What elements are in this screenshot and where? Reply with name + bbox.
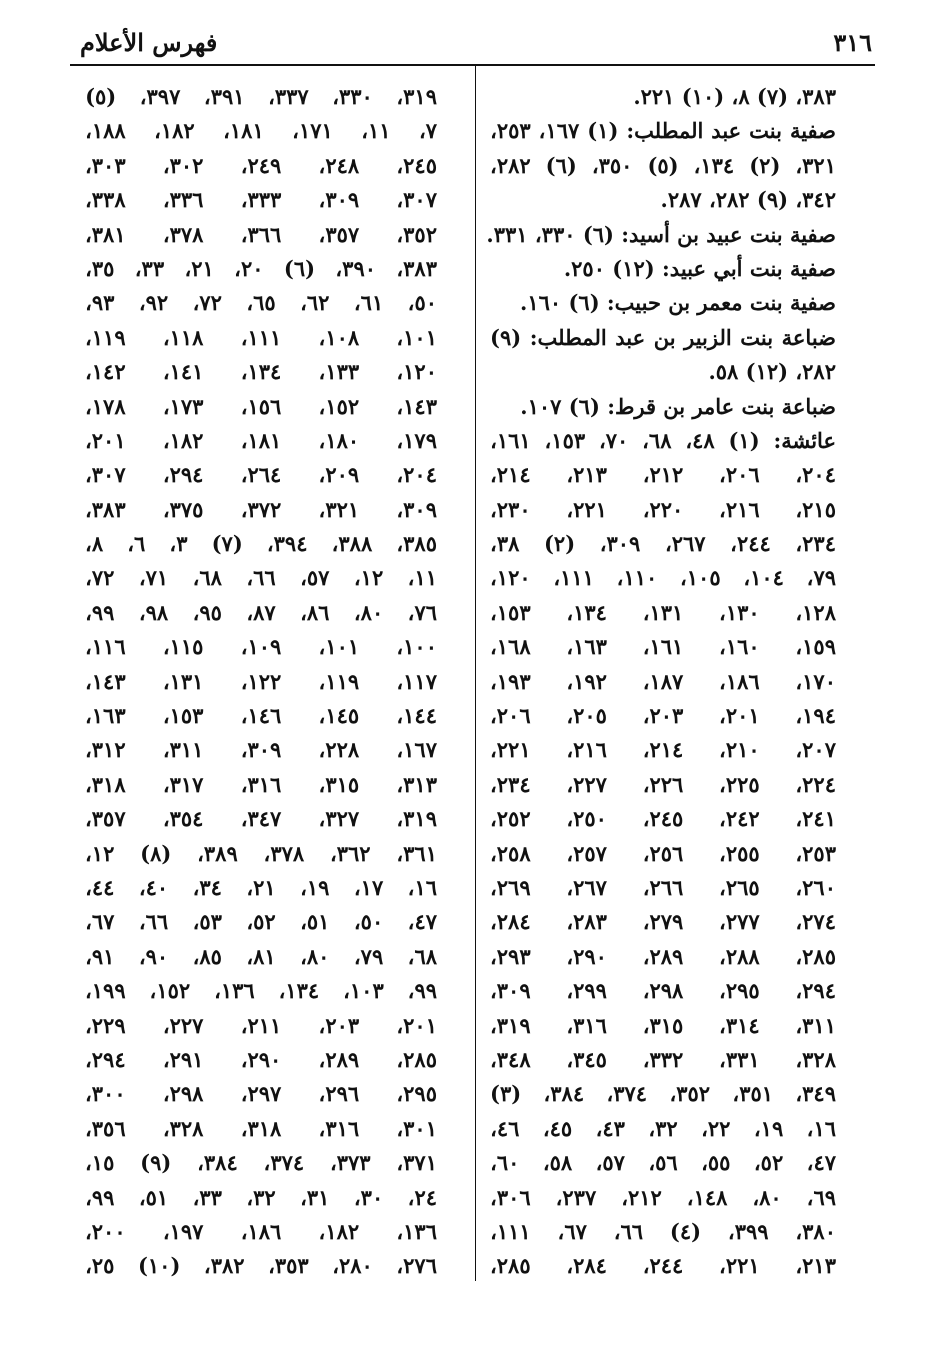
index-line: ٧، ١١، ١٧١، ١٨١، ١٨٢، ١٨٨،	[85, 118, 437, 144]
index-line: ٢٠٤، ٢٠٦، ٢١٢، ٢١٣، ٢١٤،	[490, 462, 836, 488]
index-column-right	[486, 80, 836, 1284]
index-line: ٤٧، ٥٢، ٥٥، ٥٦، ٥٧، ٥٨، ٦٠،	[490, 1150, 836, 1176]
index-line: ١٦٧، ٢٢٨، ٣٠٩، ٣١١، ٣١٢،	[85, 737, 437, 763]
index-line: ٢٧٦، ٢٨٠، ٣٥٣، ٣٨٢، (١٠) ٢٥،	[85, 1253, 437, 1279]
index-line: ٣١٣، ٣١٥، ٣١٦، ٣١٧، ٣١٨،	[85, 771, 437, 797]
index-line: ٢٩٥، ٢٩٦، ٢٩٧، ٢٩٨، ٣٠٠،	[85, 1081, 437, 1107]
index-line: ٣١٩، ٣٣٠، ٣٣٧، ٣٩١، ٣٩٧، (٥)	[85, 84, 437, 109]
index-line: ٢٠٧، ٢١٠، ٢١٤، ٢١٦، ٢٢١،	[490, 737, 836, 763]
index-line: ٢٨٢، (١٢) ٥٨.	[708, 359, 836, 385]
index-line: ١٠٠، ١٠١، ١٠٩، ١١٥، ١١٦،	[85, 634, 437, 660]
index-line: ٥٠، ٦١، ٦٢، ٦٥، ٧٢، ٩٢، ٩٣،	[85, 290, 437, 316]
page-number: ٣١٦	[833, 28, 872, 57]
index-line: ٢٧٤، ٢٧٧، ٢٧٩، ٢٨٣، ٢٨٤،	[490, 909, 836, 935]
index-line: ١٢٨، ١٣٠، ١٣١، ١٣٤، ١٥٣،	[490, 599, 836, 625]
index-line: ٣٠٧، ٣٠٩، ٣٣٣، ٣٣٦، ٣٣٨،	[85, 187, 437, 213]
index-line: ١٩٤، ٢٠١، ٢٠٣، ٢٠٥، ٢٠٦،	[490, 703, 836, 729]
index-line: ٣٧١، ٣٧٣، ٣٧٤، ٣٨٤، (٩) ١٥،	[85, 1150, 437, 1176]
index-line: ٩٩، ١٠٣، ١٣٤، ١٣٦، ١٥٢، ١٩٩،	[85, 978, 437, 1004]
index-line: ٢٩٤، ٢٩٥، ٢٩٨، ٢٩٩، ٣٠٩،	[490, 978, 836, 1004]
index-line: ١٦، ١٧، ١٩، ٢١، ٣٤، ٤٠، ٤٤،	[85, 874, 437, 900]
index-line: ٢٤٥، ٢٤٨، ٢٤٩، ٣٠٢، ٣٠٣،	[85, 152, 437, 178]
index-line: صفية بنت عبيد بن أسيد: (٦) ٣٣٠، ٣٣١.	[486, 221, 836, 247]
index-line: ٣٦١، ٣٦٢، ٣٧٨، ٣٨٩، (٨) ١٢،	[85, 840, 437, 866]
index-line: ٣٠٩، ٣٢١، ٣٧٢، ٣٧٥، ٣٨٣،	[85, 496, 437, 522]
index-line: ٣٨٣، ٣٩٠، (٦) ٢٠، ٢١، ٣٣، ٣٥،	[85, 255, 437, 281]
index-line: ١٧٩، ١٨٠، ١٨١، ١٨٢، ٢٠١،	[85, 427, 437, 453]
index-line: صفية بنت أبي عبيد: (١٢) ٢٥٠.	[563, 255, 836, 281]
index-line: ٢٨٥، ٢٨٩، ٢٩٠، ٢٩١، ٢٩٤،	[85, 1046, 437, 1072]
index-line: ٢٠١، ٢٠٣، ٢١١، ٢٢٧، ٢٢٩،	[85, 1012, 437, 1038]
index-line: ٣٢١، (٢) ١٣٤، (٥) ٣٥٠، (٦) ٢٨٢،	[490, 152, 836, 178]
index-column-left	[85, 80, 437, 1284]
index-line: ١٧٠، ١٨٦، ١٨٧، ١٩٢، ١٩٣،	[490, 668, 836, 694]
index-line: ٧٩، ١٠٤، ١٠٥، ١١٠، ١١١، ١٢٠،	[490, 565, 836, 591]
index-line: ٦٨، ٧٩، ٨٠، ٨١، ٨٥، ٩٠، ٩١،	[85, 943, 437, 969]
index-line: ٣٨٠، ٣٩٩، (٤) ٦٦، ٦٧، ١١١،	[490, 1218, 836, 1244]
index-line: ١٢٠، ١٣٣، ١٣٤، ١٤١، ١٤٢،	[85, 359, 437, 385]
index-line: صفية بنت عبد المطلب: (١) ١٦٧، ٢٥٣،	[490, 118, 836, 144]
index-line: ٢٤١، ٢٤٢، ٢٤٥، ٢٥٠، ٢٥٢،	[490, 806, 836, 832]
index-line: ١٦، ١٩، ٢٢، ٣٢، ٤٣، ٤٥، ٤٦،	[490, 1115, 836, 1141]
index-line: ٢٤، ٣٠، ٣١، ٣٢، ٣٣، ٥١، ٩٩،	[85, 1184, 437, 1210]
index-line: ٦٩، ٨٠، ١٤٨، ٢١٢، ٢٣٧، ٣٠٦،	[490, 1184, 836, 1210]
header-rule	[70, 64, 875, 66]
index-line: ١٤٣، ١٥٢، ١٥٦، ١٧٣، ١٧٨،	[85, 393, 437, 419]
index-line: ٣٢٨، ٣٣١، ٣٣٢، ٣٤٥، ٣٤٨،	[490, 1046, 836, 1072]
index-line: ضباعة بنت الزبير بن عبد المطلب: (٩)	[490, 324, 836, 350]
index-line: ١٣٦، ١٨٢، ١٨٦، ١٩٧، ٢٠٠،	[85, 1218, 437, 1244]
index-line: عائشة: (١) ٤٨، ٦٨، ٧٠، ١٥٣، ١٦١،	[490, 427, 836, 453]
page-header	[80, 28, 872, 62]
index-line: ٢٦٠، ٢٦٥، ٢٦٦، ٢٦٧، ٢٦٩،	[490, 874, 836, 900]
index-line: ٣١١، ٣١٤، ٣١٥، ٣١٦، ٣١٩،	[490, 1012, 836, 1038]
index-line: ضباعة بنت عامر بن قرط: (٦) ١٠٧.	[520, 393, 836, 419]
index-line: ٣٤٩، ٣٥١، ٣٥٢، ٣٧٤، ٣٨٤، (٣)	[490, 1081, 836, 1107]
index-line: ٣٨٥، ٣٨٨، ٣٩٤، (٧) ٣، ٦، ٨،	[85, 531, 437, 557]
index-line: ٣٨٣، (٧) ٨، (١٠) ٢٢١.	[633, 84, 836, 109]
running-title: فهرس الأعلام	[80, 28, 218, 57]
index-line: ٢١٥، ٢١٦، ٢٢٠، ٢٢١، ٢٣٠،	[490, 496, 836, 522]
index-line: ٤٧، ٥٠، ٥١، ٥٢، ٥٣، ٦٦، ٦٧،	[85, 909, 437, 935]
index-line: ٢٥٣، ٢٥٥، ٢٥٦، ٢٥٧، ٢٥٨،	[490, 840, 836, 866]
index-line: ٣٥٢، ٣٥٧، ٣٦٦، ٣٧٨، ٣٨١،	[85, 221, 437, 247]
index-line: ١١، ١٢، ٥٧، ٦٦، ٦٨، ٧١، ٧٢،	[85, 565, 437, 591]
index-line: ٢٠٤، ٢٠٩، ٢٦٤، ٢٩٤، ٣٠٧،	[85, 462, 437, 488]
index-line: صفية بنت معمر بن حبيب: (٦) ١٦٠.	[520, 290, 836, 316]
index-line: ١٤٤، ١٤٥، ١٤٦، ١٥٣، ١٦٣،	[85, 703, 437, 729]
index-line: ٢٨٥، ٢٨٨، ٢٨٩، ٢٩٠، ٢٩٣،	[490, 943, 836, 969]
index-line: ٢١٣، ٢٢١، ٢٤٤، ٢٨٤، ٢٨٥،	[490, 1253, 836, 1279]
index-line: ٢٢٤، ٢٢٥، ٢٢٦، ٢٢٧، ٢٣٤،	[490, 771, 836, 797]
index-line: ٣١٩، ٣٢٧، ٣٤٧، ٣٥٤، ٣٥٧،	[85, 806, 437, 832]
index-line: ٢٣٤، ٢٤٤، ٢٦٧، ٣٠٩، (٢) ٣٨،	[490, 531, 836, 557]
index-line: ١٠١، ١٠٨، ١١١، ١١٨، ١١٩،	[85, 324, 437, 350]
column-divider	[475, 66, 476, 1281]
index-line: ٣٠١، ٣١٦، ٣١٨، ٣٢٨، ٣٥٦،	[85, 1115, 437, 1141]
index-line: ١٥٩، ١٦٠، ١٦١، ١٦٣، ١٦٨،	[490, 634, 836, 660]
index-line: ٧٦، ٨٠، ٨٦، ٨٧، ٩٥، ٩٨، ٩٩،	[85, 599, 437, 625]
index-line: ٣٤٢، (٩) ٢٨٢، ٢٨٧.	[660, 187, 836, 213]
index-line: ١١٧، ١١٩، ١٢٢، ١٣١، ١٤٣،	[85, 668, 437, 694]
